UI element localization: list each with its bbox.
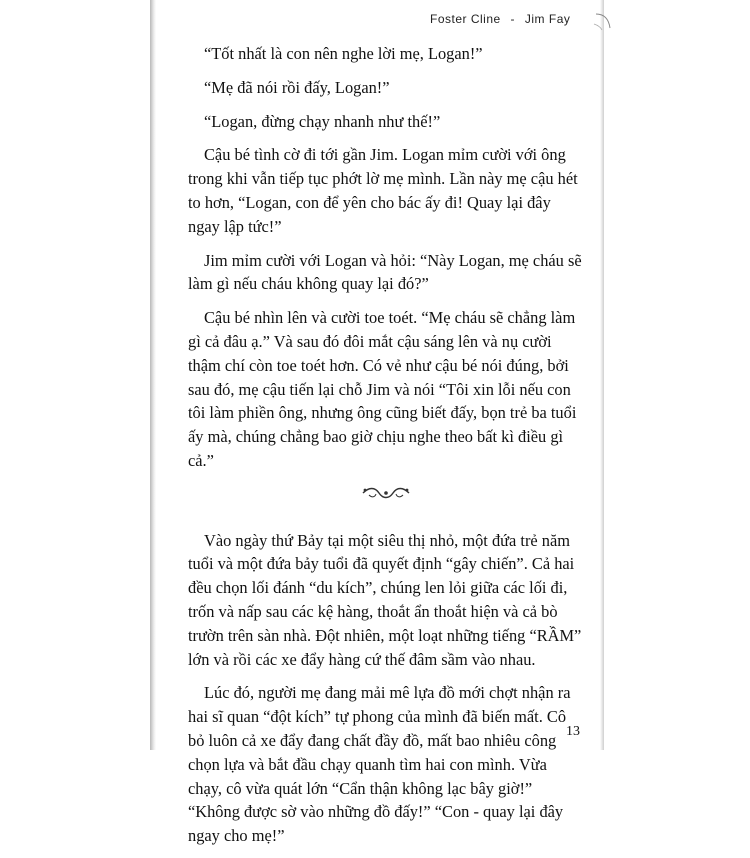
page-corner-curl-icon: [592, 10, 614, 32]
paragraph: “Logan, đừng chạy nhanh như thế!”: [204, 111, 441, 131]
header-separator: -: [510, 12, 516, 26]
header-author-1: Foster Cline: [430, 12, 501, 26]
running-header: [430, 12, 590, 26]
header-author-2: Jim Fay: [524, 12, 571, 26]
paragraph: Cậu bé nhìn lên và cười toe toét. “Mẹ cháu sẽ chẳng làm gì cả đâu ạ.” Và sau đó đôi mắt cậu sáng lên và nụ cười thậm chí còn toe toét hơn. Có vẻ như cậu bé nói đúng, bởi sau đó, mẹ cậu tiến lại chỗ Jim và nói “Tôi xin lỗi nếu con tôi làm phiền ông, nhưng ông cũng biết đấy, bọn trẻ ba tuổi ấy mà, chúng chẳng bao giờ chịu nghe theo bất kì điều gì cả.”: [188, 308, 577, 470]
section-divider-ornament-icon: [188, 483, 584, 507]
paragraph: Vào ngày thứ Bảy tại một siêu thị nhỏ, một đứa trẻ năm tuổi và một đứa bảy tuổi đã quyết định “gây chiến”. Cả hai đều chọn lối đánh “du kích”, chúng len lỏi giữa các lối đi, trốn và nấp sau các kệ hàng, thoắt ẩn thoắt hiện và cả bò trườn trên sàn nhà. Đột nhiên, một loạt những tiếng “RẦM” lớn và rồi các xe đẩy hàng cứ thế đâm sầm vào nhau.: [188, 530, 582, 669]
paragraph: “Mẹ đã nói rồi đấy, Logan!”: [204, 77, 390, 97]
page-gutter-shadow: [150, 0, 156, 750]
page-number: 13: [566, 724, 580, 739]
paragraph: Jim mỉm cười với Logan và hỏi: “Này Logan, mẹ cháu sẽ làm gì nếu cháu không quay lại đó?”: [188, 250, 582, 294]
paragraph: “Tốt nhất là con nên nghe lời mẹ, Logan!”: [204, 44, 483, 63]
page-edge-shadow: [600, 0, 604, 750]
paragraph: Cậu bé tình cờ đi tới gần Jim. Logan mỉm cười với ông trong khi vẫn tiếp tục phớt lờ mẹ mình. Lần này mẹ cậu hét to hơn, “Logan, con để yên cho bác ấy đi! Quay lại đây ngay lập tức!”: [188, 145, 578, 236]
paragraph: Lúc đó, người mẹ đang mải mê lựa đồ mới chợt nhận ra hai sĩ quan “đột kích” tự phong của mình đã biến mất. Cô bỏ luôn cả xe đẩy đang chất đầy đồ, mất bao nhiêu công chọn lựa và bắt đầu chạy quanh tìm hai con mình. Vừa chạy, cô vừa quát lớn “Cẩn thận không lạc bây giờ!” “Không được sờ vào những đồ đấy!” “Con - quay lại đây ngay cho mẹ!”: [188, 683, 571, 846]
body-text: [188, 42, 584, 858]
